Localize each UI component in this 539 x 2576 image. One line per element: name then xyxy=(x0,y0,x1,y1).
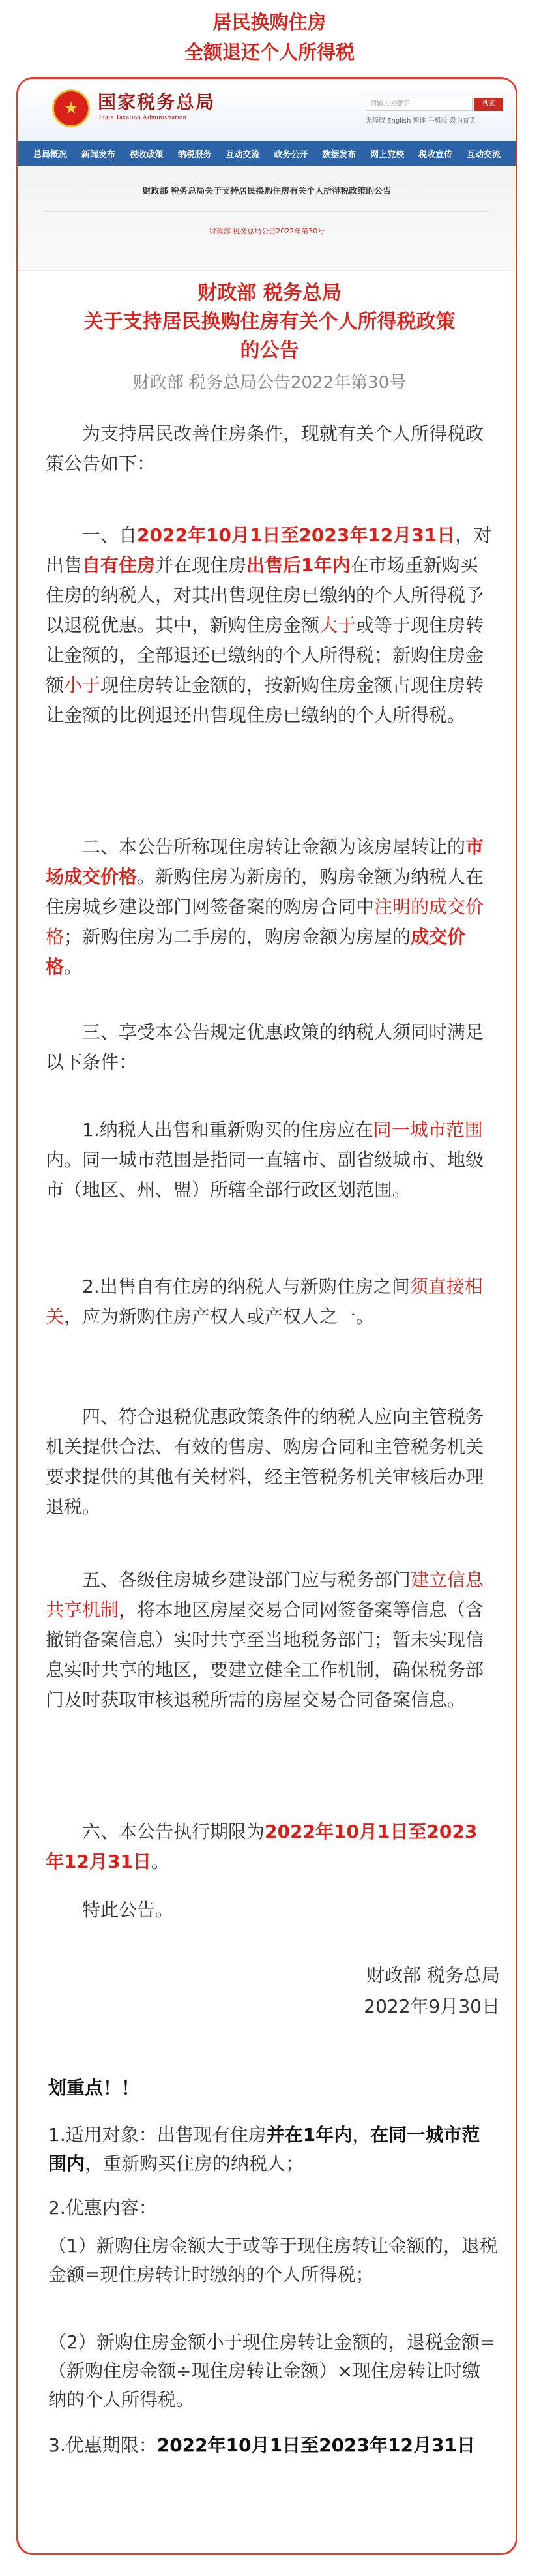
signature-org: 财政部 税务总局 xyxy=(366,1964,500,1986)
paragraph-6 xyxy=(46,1817,495,1877)
p3-1-highlight-same-city: 同一城市范围 xyxy=(373,1119,483,1141)
nav-item-1[interactable]: 总局概况 xyxy=(33,149,67,160)
h1-bold-one-year: 并在1年内 xyxy=(266,2124,353,2146)
p5-highlight-info-sharing: 建立信息共享机制 xyxy=(46,1569,484,1621)
p2-highlight-stated-price: 注明的成交价格 xyxy=(46,896,484,948)
search-input[interactable]: 请输入关键字 xyxy=(366,98,473,111)
p2-text-c: 。新购住房为新房的，购房金额为纳税人在住房城乡建设部门网签备案的购房合同中 xyxy=(46,866,484,918)
p1-highlight-own-house: 自有住房 xyxy=(82,554,156,576)
p6-highlight-period: 2022年10月1日至2023年12月31日 xyxy=(46,1821,478,1872)
top-links[interactable]: 无障碍 English 繁体 手机版 设为首页 xyxy=(366,117,476,125)
p6-text-c: 。 xyxy=(151,1851,169,1872)
p2-text-a: 二、本公告所称现住房转让金额为该房屋转让的 xyxy=(82,836,466,858)
paragraph-4: 四、符合退税优惠政策条件的纳税人应向主管税务机关提供合法、有效的售房、购房合同和主管税务机关要求提供的其他有关材料，经主管税务机关审核后办理退税。 xyxy=(46,1406,484,1518)
divider xyxy=(44,211,489,212)
nav-item-9[interactable]: 税收宣传 xyxy=(418,149,453,160)
p3-2-highlight-directly-related: 须直接相关 xyxy=(46,1276,483,1327)
h1-text-e: ，重新购买住房的纳税人； xyxy=(85,2153,304,2174)
nav-item-4[interactable]: 纳税服务 xyxy=(177,149,212,160)
p2-highlight-market-price: 市场成交价格 xyxy=(46,836,484,888)
doc-title-line-2: 关于支持居民换购住房有关个人所得税政策 xyxy=(83,310,456,333)
article-header-title: 财政部 税务总局关于支持居民换购住房有关个人所得税政策的公告 xyxy=(142,187,392,196)
doc-title-line-1: 财政部 税务总局 xyxy=(197,282,342,305)
article-header-subtitle: 财政部 税务总局公告2022年第30号 xyxy=(209,227,325,235)
h1-text-a: 1.适用对象：出售现有住房 xyxy=(48,2124,267,2146)
p2-text-g: 。 xyxy=(64,956,83,978)
main-nav xyxy=(18,141,516,166)
site-name-en: State Taxation Administration xyxy=(99,114,187,121)
nav-item-6[interactable]: 政务公开 xyxy=(274,149,308,160)
intro-paragraph: 为支持居民改善住房条件，现就有关个人所得税政策公告如下： xyxy=(46,423,484,474)
closing-text: 特此公告。 xyxy=(82,1899,174,1921)
p1-highlight-one-year: 出售后1年内 xyxy=(246,554,351,576)
highlight-3 xyxy=(48,2431,498,2460)
signature-date: 2022年9月30日 xyxy=(364,1996,500,2017)
nav-item-2[interactable]: 新闻发布 xyxy=(81,149,115,160)
doc-number: 财政部 税务总局公告2022年第30号 xyxy=(132,373,407,393)
h3-text-a: 3.优惠期限： xyxy=(48,2434,157,2456)
paragraph-3-1 xyxy=(46,1115,495,1205)
h1-bold-same-city: 在同一城市范围内 xyxy=(48,2124,480,2174)
h1-text-c: ， xyxy=(352,2124,371,2146)
site-name[interactable]: 国家税务总局 xyxy=(98,93,216,113)
paragraph-3-2 xyxy=(46,1272,495,1332)
p1-text-g: 在市场重新购买住房的纳税人，对其出售现住房已缴纳的个人所得税予以退税优惠。其中，新购住房金额 xyxy=(46,554,484,636)
p1-highlight-period: 2022年10月1日至2023年12月31日 xyxy=(137,524,456,546)
headline-line-1: 居民换购住房 xyxy=(212,11,327,33)
nav-item-10[interactable]: 互动交流 xyxy=(466,149,501,160)
p5-text-c: ，将本地区房屋交易合同网签备案等信息（含撤销备案信息）实时共享至当地税务部门；暂未实现信息实时共享的地区，要建立健全工作机制，确保税务部门及时获取审核退税所需的房屋交易合同备案信息。 xyxy=(46,1599,484,1711)
paragraph-1 xyxy=(46,520,495,730)
p1-text-c: ，对出售 xyxy=(46,524,492,576)
highlights-title: 划重点！！ xyxy=(48,2077,140,2099)
p3-2-text-c: ，应为新购住房产权人或产权人之一。 xyxy=(64,1306,375,1327)
nav-item-7[interactable]: 数据发布 xyxy=(322,149,357,160)
p1-highlight-greater: 大于 xyxy=(319,614,357,636)
national-emblem-icon xyxy=(52,89,90,127)
p2-text-e: ；新购住房为二手房的，购房金额为房屋的 xyxy=(64,926,411,948)
highlight-2-title: 2.优惠内容： xyxy=(48,2197,157,2219)
p1-text-e: 并在现住房 xyxy=(155,554,247,576)
h3-bold-period: 2022年10月1日至2023年12月31日 xyxy=(156,2434,475,2456)
p5-text-a: 五、各级住房城乡建设部门应与税务部门 xyxy=(82,1569,411,1591)
p1-highlight-less: 小于 xyxy=(64,674,101,696)
p3-1-text-c: 内。同一城市范围是指同一直辖市、副省级城市、地级市（地区、州、盟）所辖全部行政区划范围。 xyxy=(46,1149,484,1201)
p3-2-text-a: 2.出售自有住房的纳税人与新购住房之间 xyxy=(82,1276,410,1297)
paragraph-2 xyxy=(46,832,495,982)
search-button[interactable]: 搜索 xyxy=(474,98,503,111)
p2-highlight-deal-price: 成交价格 xyxy=(46,926,466,978)
nav-item-8[interactable]: 网上党校 xyxy=(370,149,405,160)
p3-1-text-a: 1.纳税人出售和重新购买的住房应在 xyxy=(82,1119,373,1141)
highlight-1 xyxy=(48,2121,498,2178)
nav-item-3[interactable]: 税收政策 xyxy=(129,149,164,160)
doc-title-line-3: 的公告 xyxy=(240,339,299,362)
article-header-box xyxy=(18,166,516,271)
p6-text-a: 六、本公告执行期限为 xyxy=(82,1821,265,1842)
nav-item-5[interactable]: 互动交流 xyxy=(226,149,260,160)
p1-text-i: 或等于现住房转让金额的，全部退还已缴纳的个人所得税；新购住房金额 xyxy=(46,614,484,696)
paragraph-3: 三、享受本公告规定优惠政策的纳税人须同时满足以下条件： xyxy=(46,1021,484,1073)
highlight-2-1: （1）新购住房金额大于或等于现住房转让金额的，退税金额=现住房转让时缴纳的个人所得税； xyxy=(48,2235,498,2285)
site-header xyxy=(18,79,516,141)
headline-line-2: 全额退还个人所得税 xyxy=(184,41,355,63)
p1-text-a: 一、自 xyxy=(82,524,138,546)
paragraph-5 xyxy=(46,1565,495,1715)
highlight-2-2: （2）新购住房金额小于现住房转让金额的，退税金额=（新购住房金额÷现住房转让金额）×现住房转让时缴纳的个人所得税。 xyxy=(48,2331,495,2410)
p1-text-k: 现住房转让金额的，按新购住房金额占现住房转让金额的比例退还出售现住房已缴纳的个人所得税。 xyxy=(46,674,484,726)
